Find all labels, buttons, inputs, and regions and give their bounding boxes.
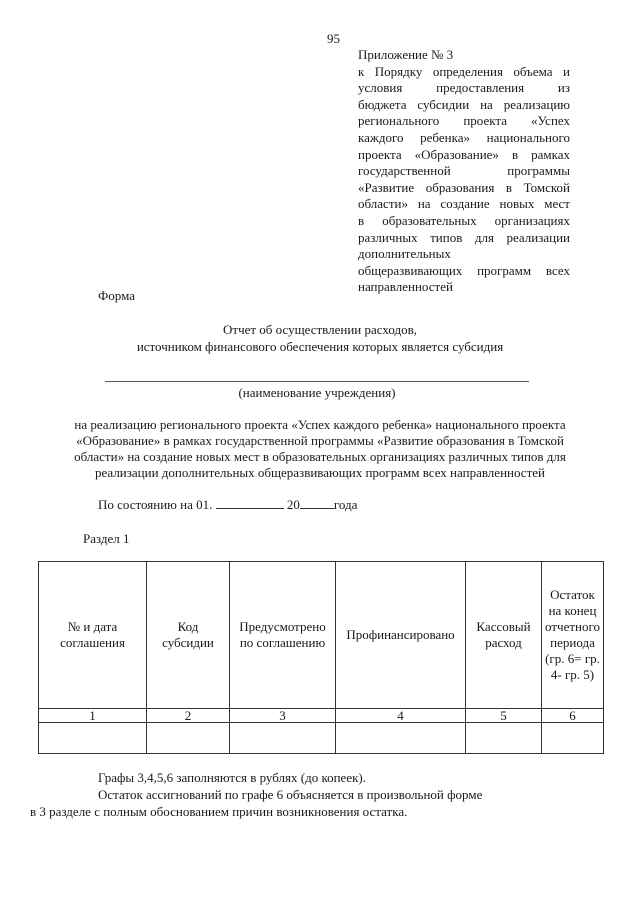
note-line: в 3 разделе с полным обоснованием причин возникновения остатка. — [30, 804, 408, 819]
appendix-line: «Развитие образования в Томской — [358, 179, 570, 195]
column-number: 2 — [147, 709, 230, 723]
appendix-line: условия предоставления из — [358, 80, 570, 96]
project-text-line: области» на создание новых мест в образовательных организациях различных типов для — [74, 449, 566, 464]
table-row — [39, 723, 604, 754]
column-number-row — [39, 709, 604, 723]
appendix-block — [358, 47, 570, 296]
date-blank — [216, 497, 284, 509]
state-date-prefix: По состоянию на 01. — [98, 497, 213, 512]
table-cell — [336, 723, 466, 754]
report-title-line-1: Отчет об осуществлении расходов, — [223, 322, 417, 337]
appendix-line: дополнительных — [358, 246, 451, 262]
appendix-line: различных типов для реализации — [358, 229, 570, 245]
table-cell — [542, 723, 604, 754]
appendix-line: к Порядку определения объема и — [358, 63, 570, 79]
project-text-line: «Образование» в рамках государственной программы «Развитие образования в Томской — [76, 433, 564, 448]
note-line: Остаток ассигнований по графе 6 объясняется в произвольной форме — [98, 787, 483, 802]
column-number: 4 — [336, 709, 466, 723]
year-blank — [300, 497, 334, 509]
table-cell — [466, 723, 542, 754]
form-label: Форма — [98, 288, 135, 303]
section-label: Раздел 1 — [83, 531, 130, 546]
appendix-line: в образовательных организациях — [358, 212, 570, 228]
state-date-line — [98, 497, 357, 513]
report-title-line-2: источником финансового обеспечения которых является субсидия — [136, 339, 504, 354]
state-date-year-prefix: 20 — [286, 497, 300, 512]
column-number: 5 — [466, 709, 542, 723]
header-cell: Код субсидии — [147, 562, 230, 709]
header-cell: Предусмотрено по соглашению — [230, 562, 336, 709]
project-text-line: на реализацию регионального проекта «Успех каждого ребенка» национального проекта — [74, 417, 566, 432]
table-header-row — [39, 562, 604, 709]
header-cell: Кассовый расход — [466, 562, 542, 709]
header-cell: № и дата соглашения — [39, 562, 147, 709]
appendix-line: бюджета субсидии на реализацию — [358, 96, 570, 112]
state-date-suffix: года — [333, 497, 358, 512]
institution-name-line — [105, 381, 529, 382]
column-number: 6 — [542, 709, 604, 723]
appendix-line: каждого ребенка» национального — [358, 129, 570, 145]
appendix-line: регионального проекта «Успех — [358, 113, 570, 129]
appendix-line: проекта «Образование» в рамках — [358, 146, 570, 162]
table-cell — [147, 723, 230, 754]
table-cell — [230, 723, 336, 754]
appendix-line: государственной программы — [358, 163, 570, 179]
appendix-line: направленностей — [358, 279, 453, 295]
appendix-line: общеразвивающих программ всех — [358, 262, 570, 278]
column-number: 1 — [39, 709, 147, 723]
appendix-line: области» на создание новых мест — [358, 196, 570, 212]
header-cell: Остаток на конец отчетного периода (гр. 6= гр. 4- гр. 5) — [542, 562, 604, 709]
report-table — [38, 561, 604, 754]
table-cell — [39, 723, 147, 754]
note-line: Графы 3,4,5,6 заполняются в рублях (до копеек). — [98, 770, 366, 785]
institution-caption: (наименование учреждения) — [238, 385, 396, 400]
project-text-line: реализации дополнительных общеразвивающих программ всех направленностей — [95, 465, 545, 480]
column-number: 3 — [230, 709, 336, 723]
appendix-line: Приложение № 3 — [358, 47, 454, 62]
header-cell: Профинансировано — [336, 562, 466, 709]
page-number: 95 — [327, 31, 340, 46]
